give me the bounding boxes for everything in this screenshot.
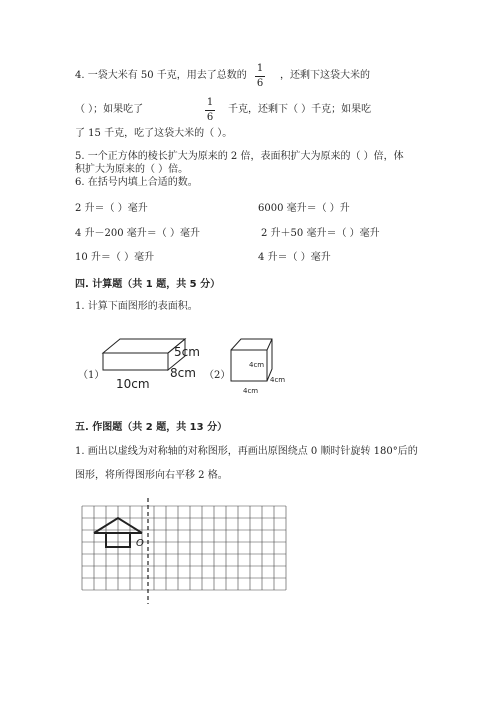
q6-item-4: 2 升＋50 毫升＝（ ）毫升 bbox=[261, 228, 380, 239]
fraction-denominator: 6 bbox=[206, 112, 214, 123]
cube-edge-label-side: 4cm bbox=[270, 376, 286, 384]
q4-line2-start: （ ）；如果吃了 bbox=[75, 104, 144, 115]
q4-line2-end: 千克，还剩下（ ）千克；如果吃 bbox=[228, 104, 372, 115]
section4-heading: 四. 计算题（共 1 题，共 5 分） bbox=[75, 279, 221, 290]
q6-item-1: 2 升＝（ ）毫升 bbox=[75, 203, 148, 214]
q6-title: 6. 在括号内填上合适的数。 bbox=[75, 177, 198, 188]
q5-line2: 积扩大为原来的（ ）倍。 bbox=[75, 164, 189, 175]
section5-heading: 五. 作图题（共 2 题，共 13 分） bbox=[75, 422, 228, 433]
cube-edge-label-bottom: 4cm bbox=[243, 387, 259, 395]
cuboid-depth-label: 8cm bbox=[170, 366, 196, 380]
section4-q1: 1. 计算下面图形的表面积。 bbox=[75, 301, 198, 312]
point-o-label: O bbox=[136, 538, 144, 549]
section5-q1-line2: 图形，将所得图形向右平移 2 格。 bbox=[75, 470, 228, 481]
fraction-numerator: 1 bbox=[256, 63, 264, 74]
cuboid-width-label: 10cm bbox=[116, 377, 150, 391]
figure1-label: （1） bbox=[78, 370, 105, 381]
fraction-numerator: 1 bbox=[206, 97, 214, 108]
q6-item-3: 4 升－200 毫升＝（ ）毫升 bbox=[75, 228, 200, 239]
section5-q1-line1: 1. 画出以虚线为对称轴的对称图形，再画出原图绕点 0 顺时针旋转 180°后的 bbox=[75, 446, 418, 457]
q4-line3: 了 15 千克，吃了这袋大米的（ ）。 bbox=[75, 128, 233, 139]
cube-edge-label-front: 4cm bbox=[249, 361, 265, 369]
q4-line1-end: ，还剩下这袋大米的 bbox=[280, 70, 370, 81]
fraction-denominator: 6 bbox=[256, 78, 264, 89]
cuboid-height-label: 5cm bbox=[174, 345, 200, 359]
q6-item-5: 10 升＝（ ）毫升 bbox=[75, 252, 155, 263]
q4-line1-start: 4. 一袋大米有 50 千克，用去了总数的 bbox=[75, 70, 247, 81]
figure2-label: （2） bbox=[204, 370, 231, 381]
q6-item-6: 4 升＝（ ）毫升 bbox=[258, 252, 331, 263]
q6-item-2: 6000 毫升＝（ ）升 bbox=[258, 203, 350, 214]
q5-line1: 5. 一个正方体的棱长扩大为原来的 2 倍，表面积扩大为原来的（ ）倍，体 bbox=[75, 151, 404, 162]
